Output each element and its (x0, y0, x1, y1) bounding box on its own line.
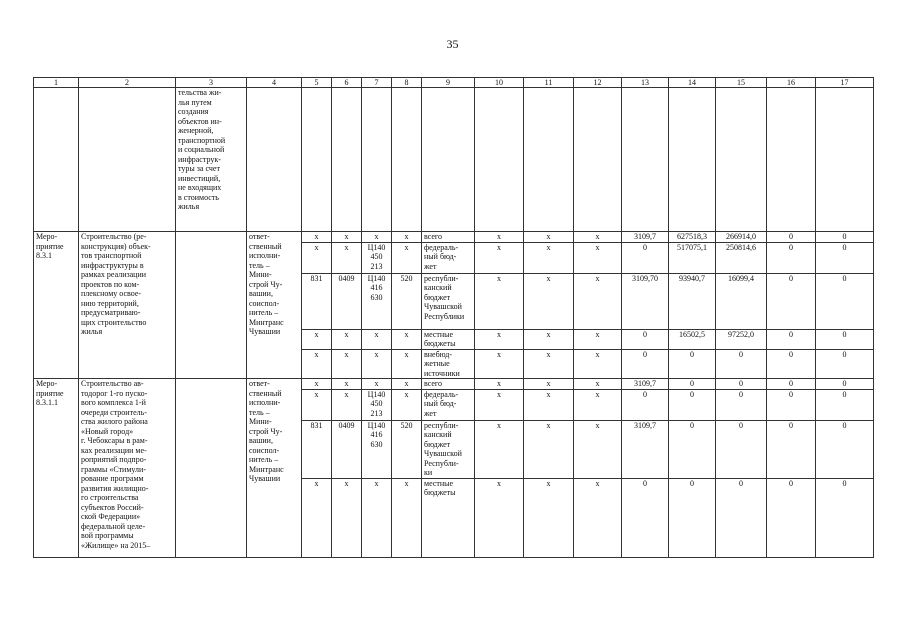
value-cell: 0 (767, 329, 816, 349)
value-cell: 831 (302, 273, 332, 329)
cell (816, 88, 874, 232)
value-cell: 3109,7 (622, 379, 669, 390)
value-cell: x (362, 232, 392, 243)
value-cell: 627518,3 (669, 232, 716, 243)
value-cell: 0 (767, 232, 816, 243)
value-cell: 266914,0 (716, 232, 767, 243)
cell (362, 88, 392, 232)
column-header: 5 (302, 78, 332, 88)
value-cell: x (475, 420, 524, 478)
value-cell: Ц140 416 630 (362, 420, 392, 478)
value-cell: 0 (816, 379, 874, 390)
value-cell: x (332, 349, 362, 379)
value-cell: x (574, 273, 622, 329)
executor: ответ- ственный исполни- тель – Мини- строй Чу- вашии, соиспол- нитель – Минтранс Чувашии (247, 232, 302, 379)
cell (716, 88, 767, 232)
value-cell: 16502,5 (669, 329, 716, 349)
cell (422, 88, 475, 232)
value-cell: x (574, 379, 622, 390)
value-cell: 0 (816, 273, 874, 329)
value-cell: x (524, 389, 574, 420)
value-cell: 0 (767, 349, 816, 379)
value-cell: x (362, 379, 392, 390)
funding-source: местные бюджеты (422, 329, 475, 349)
value-cell: x (475, 273, 524, 329)
value-cell: x (475, 232, 524, 243)
value-cell: 0 (622, 242, 669, 273)
value-cell: x (392, 379, 422, 390)
value-cell: x (302, 478, 332, 557)
value-cell: x (302, 349, 332, 379)
value-cell: 0 (767, 389, 816, 420)
cell (247, 88, 302, 232)
value-cell: x (475, 349, 524, 379)
column-header: 7 (362, 78, 392, 88)
column-header: 10 (475, 78, 524, 88)
value-cell: x (302, 232, 332, 243)
measure-name: Меро- приятие 8.3.1 (34, 232, 79, 379)
value-cell: 0 (669, 349, 716, 379)
value-cell: Ц140 450 213 (362, 242, 392, 273)
value-cell: x (524, 232, 574, 243)
value-cell: 16099,4 (716, 273, 767, 329)
value-cell: x (475, 329, 524, 349)
value-cell: 0 (622, 329, 669, 349)
value-cell: 0 (816, 349, 874, 379)
value-cell: x (332, 478, 362, 557)
value-cell: 0 (622, 349, 669, 379)
funding-row (34, 232, 874, 243)
value-cell: x (524, 379, 574, 390)
column-header: 14 (669, 78, 716, 88)
value-cell: x (362, 478, 392, 557)
column-header: 6 (332, 78, 362, 88)
value-cell: x (574, 242, 622, 273)
funding-source: внебюд- жетные источники (422, 349, 475, 379)
value-cell: x (392, 329, 422, 349)
value-cell: x (574, 349, 622, 379)
value-cell: x (332, 379, 362, 390)
value-cell: x (392, 478, 422, 557)
cell (475, 88, 524, 232)
value-cell: 93940,7 (669, 273, 716, 329)
funding-source: местные бюджеты (422, 478, 475, 557)
funding-source: республи- канский бюджет Чувашской Республи- ки (422, 420, 475, 478)
column-header: 15 (716, 78, 767, 88)
value-cell: 0 (622, 389, 669, 420)
value-cell: x (524, 242, 574, 273)
measure-title: Строительство (ре- конструкция) объек- тов транспортной инфраструктуры в рамках реализации проектов по ком- плексному освое- нию территорий, предусматриваю- щих строительство жилья (79, 232, 176, 379)
funding-source: республи- канский бюджет Чувашской Республики (422, 273, 475, 329)
value-cell: 0 (716, 379, 767, 390)
column-header: 1 (34, 78, 79, 88)
value-cell: x (574, 420, 622, 478)
value-cell: 520 (392, 420, 422, 478)
value-cell: 0 (716, 478, 767, 557)
value-cell: 0 (669, 379, 716, 390)
value-cell: 0 (816, 420, 874, 478)
value-cell: x (524, 420, 574, 478)
column-header: 16 (767, 78, 816, 88)
goal-cell (176, 232, 247, 379)
value-cell: 0409 (332, 420, 362, 478)
value-cell: x (332, 232, 362, 243)
value-cell: 0 (816, 329, 874, 349)
value-cell: x (302, 379, 332, 390)
value-cell: 0 (767, 242, 816, 273)
cell (392, 88, 422, 232)
value-cell: x (392, 349, 422, 379)
value-cell: 0 (767, 420, 816, 478)
value-cell: x (475, 379, 524, 390)
value-cell: 0 (622, 478, 669, 557)
value-cell: 0 (816, 232, 874, 243)
funding-source: всего (422, 232, 475, 243)
value-cell: 0 (816, 389, 874, 420)
funding-row (34, 379, 874, 390)
cell (574, 88, 622, 232)
cell (34, 88, 79, 232)
value-cell: 3109,70 (622, 273, 669, 329)
value-cell: x (524, 273, 574, 329)
value-cell: 0 (816, 478, 874, 557)
column-header: 4 (247, 78, 302, 88)
value-cell: x (362, 349, 392, 379)
page-number: 35 (446, 37, 459, 51)
cell (622, 88, 669, 232)
funding-source: федераль- ный бюд- жет (422, 242, 475, 273)
value-cell: x (574, 329, 622, 349)
value-cell: 3109,7 (622, 232, 669, 243)
value-cell: x (302, 329, 332, 349)
funding-source: федераль- ный бюд- жет (422, 389, 475, 420)
value-cell: x (475, 242, 524, 273)
value-cell: 520 (392, 273, 422, 329)
value-cell: x (475, 478, 524, 557)
cell (524, 88, 574, 232)
column-header: 3 (176, 78, 247, 88)
value-cell: x (332, 389, 362, 420)
column-header: 8 (392, 78, 422, 88)
value-cell: Ц140 450 213 (362, 389, 392, 420)
column-number-row (34, 78, 874, 88)
value-cell: x (524, 329, 574, 349)
measure-title: Строительство ав- тодорог 1-го пуско- вого комплекса 1-й очереди строитель- ства жилого района «Новый город» г. Чебоксары в рам- ках реализации ме- роприятий подпро- граммы «Стимули- рование программ развития жилищно- го строительства субъектов Россий- ской Федерации» федеральной целе- вой программы «Жилище» на 2015– (79, 379, 176, 558)
column-header: 17 (816, 78, 874, 88)
value-cell: 250814,6 (716, 242, 767, 273)
executor: ответ- ственный исполни- тель – Мини- строй Чу- вашии, соиспол- нитель – Минтранс Чувашии (247, 379, 302, 558)
value-cell: 0 (716, 349, 767, 379)
value-cell: x (362, 329, 392, 349)
value-cell: 0 (716, 389, 767, 420)
value-cell: 0409 (332, 273, 362, 329)
value-cell: x (524, 349, 574, 379)
value-cell: 0 (669, 389, 716, 420)
value-cell: x (392, 389, 422, 420)
column-header: 13 (622, 78, 669, 88)
program-table (33, 77, 874, 558)
value-cell: Ц140 416 630 (362, 273, 392, 329)
continuation-row (34, 88, 874, 232)
value-cell: 0 (767, 273, 816, 329)
value-cell: 3109,7 (622, 420, 669, 478)
funding-source: всего (422, 379, 475, 390)
value-cell: x (574, 232, 622, 243)
value-cell: x (302, 389, 332, 420)
value-cell: 831 (302, 420, 332, 478)
value-cell: 517075,1 (669, 242, 716, 273)
value-cell: x (302, 242, 332, 273)
column-header: 2 (79, 78, 176, 88)
cell (669, 88, 716, 232)
value-cell: x (392, 242, 422, 273)
value-cell: 0 (669, 478, 716, 557)
cell (332, 88, 362, 232)
cell (767, 88, 816, 232)
value-cell: x (574, 389, 622, 420)
value-cell: x (524, 478, 574, 557)
value-cell: 0 (816, 242, 874, 273)
value-cell: 0 (669, 420, 716, 478)
measure-name: Меро- приятие 8.3.1.1 (34, 379, 79, 558)
value-cell: 0 (767, 379, 816, 390)
column-header: 9 (422, 78, 475, 88)
value-cell: 0 (716, 420, 767, 478)
value-cell: 0 (767, 478, 816, 557)
value-cell: x (332, 329, 362, 349)
cell (79, 88, 176, 232)
column-header: 11 (524, 78, 574, 88)
value-cell: 97252,0 (716, 329, 767, 349)
goal-cell (176, 379, 247, 558)
value-cell: x (332, 242, 362, 273)
cell (302, 88, 332, 232)
value-cell: x (392, 232, 422, 243)
column-header: 12 (574, 78, 622, 88)
value-cell: x (475, 389, 524, 420)
value-cell: x (574, 478, 622, 557)
goal-text: тельства жи- лья путем создания объектов ин- женерной, транспортной и социальной инфраструк- туры за счет инвестиций, не входящих в стоимость жилья (176, 88, 247, 232)
